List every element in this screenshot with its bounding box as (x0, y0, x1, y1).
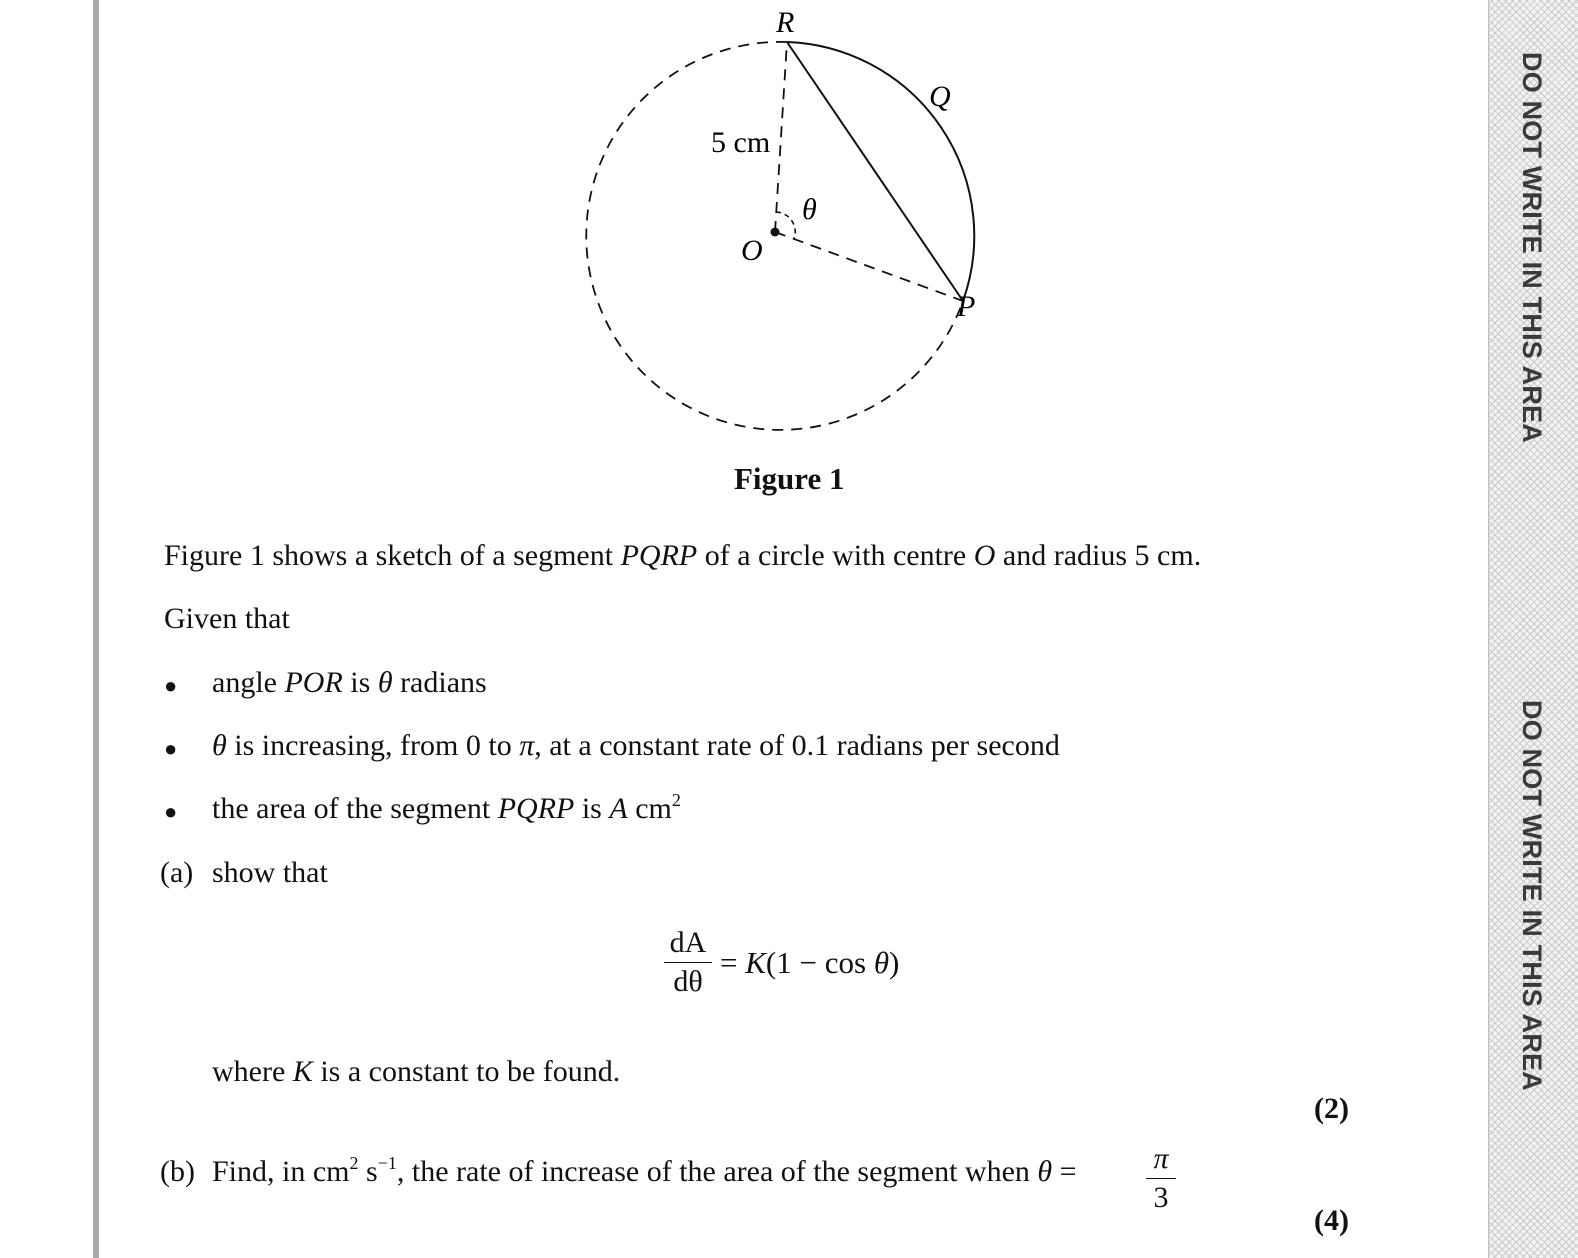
part-b-text: Find, in $cm^2$ $s^{-1}$, the rate of increase of the area of the segment when θ = (212, 1153, 1077, 1188)
frac-numerator-pi: π (1153, 1142, 1169, 1175)
eq-numerator: dA (669, 926, 707, 959)
marks-part-b: (4) (1314, 1204, 1349, 1237)
part-a-label: (a) (160, 856, 194, 889)
bullet-dot: ● (164, 799, 178, 824)
angle-theta-arc (776, 212, 795, 239)
radius-or (775, 42, 787, 232)
part-a-text: show that (212, 856, 328, 889)
margin-warning-top: DO NOT WRITE IN THIS AREA (1517, 52, 1547, 443)
intro-sentence: Figure 1 shows a sketch of a segment PQRP of a circle with centre O and radius 5 cm. (164, 539, 1202, 572)
label-theta: θ (802, 193, 817, 226)
label-r: R (776, 6, 795, 39)
label-q: Q (929, 80, 951, 113)
equation-derivative-fraction (664, 926, 712, 999)
frac-denominator: 3 (1153, 1181, 1169, 1214)
pi-over-3-fraction (1146, 1142, 1176, 1215)
bullet-2: θ is increasing, from 0 to π, at a constant rate of 0.1 radians per second (212, 729, 1060, 762)
label-radius: 5 cm (711, 126, 771, 159)
part-b-label: (b) (160, 1155, 195, 1188)
bullet-1: angle POR is θ radians (212, 666, 487, 699)
figure-caption: Figure 1 (734, 461, 845, 496)
margin-warning-bottom: DO NOT WRITE IN THIS AREA (1517, 700, 1547, 1091)
radius-op (775, 232, 963, 301)
equation-rhs: = K(1 − cos θ) (720, 945, 900, 980)
bullet-dot: ● (164, 736, 178, 761)
given-that: Given that (164, 602, 290, 635)
bullet-dot: ● (164, 673, 178, 698)
eq-denominator: dθ (673, 965, 703, 998)
figure-1-diagram (0, 0, 1490, 520)
label-o: O (741, 234, 763, 267)
label-p: P (957, 290, 976, 323)
bullet-3: the area of the segment PQRP is A $cm^2$ (212, 790, 681, 825)
marks-part-a: (2) (1314, 1092, 1349, 1125)
where-k-text: where K is a constant to be found. (212, 1055, 621, 1088)
centre-point-o (771, 228, 780, 237)
